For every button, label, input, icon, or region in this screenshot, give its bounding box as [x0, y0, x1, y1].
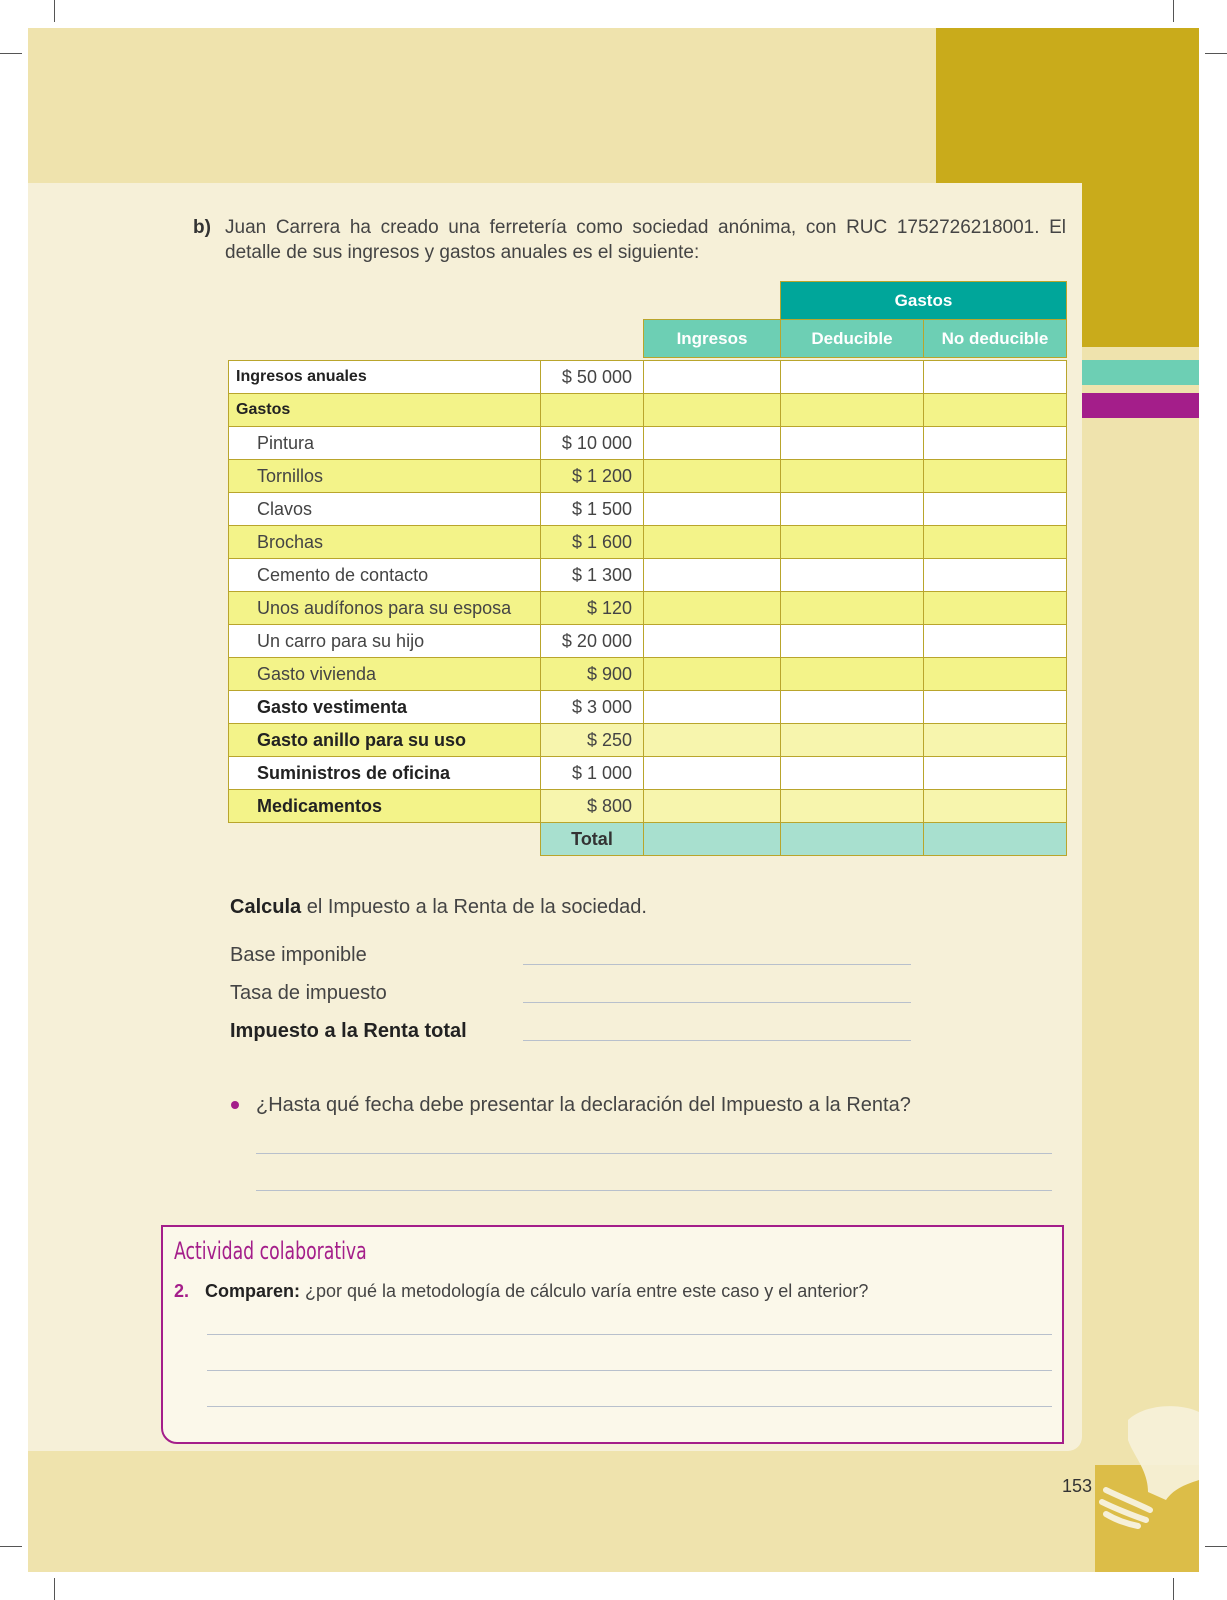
table-row	[229, 493, 1067, 526]
answer-cell-deducible[interactable]	[781, 691, 924, 724]
table-row	[229, 394, 1067, 427]
table-row	[229, 526, 1067, 559]
income-expense-table	[228, 360, 1067, 856]
row-concept: Medicamentos	[229, 790, 541, 823]
answer-cell-deducible[interactable]	[781, 625, 924, 658]
answer-cell-deducible[interactable]	[781, 361, 924, 394]
answer-cell-ingresos[interactable]	[644, 394, 781, 427]
row-amount: $ 1 500	[541, 493, 644, 526]
row-amount: $ 250	[541, 724, 644, 757]
answer-cell-ingresos[interactable]	[644, 724, 781, 757]
table-row	[229, 691, 1067, 724]
answer-cell-deducible[interactable]	[781, 790, 924, 823]
row-concept: Clavos	[229, 493, 541, 526]
row-amount: $ 50 000	[541, 361, 644, 394]
row-amount: $ 3 000	[541, 691, 644, 724]
row-amount: $ 800	[541, 790, 644, 823]
header-deducible: Deducible	[781, 320, 924, 358]
question-number: 2.	[174, 1281, 190, 1301]
answer-cell-deducible[interactable]	[781, 460, 924, 493]
answer-cell-no-deducible[interactable]	[924, 724, 1067, 757]
answer-cell-ingresos[interactable]	[644, 559, 781, 592]
answer-cell-deducible[interactable]	[781, 592, 924, 625]
answer-cell-no-deducible[interactable]	[924, 757, 1067, 790]
page-number: 153	[1062, 1476, 1093, 1496]
base-imponible-answer-line[interactable]	[523, 964, 911, 965]
row-concept: Un carro para su hijo	[229, 625, 541, 658]
crop-mark	[1173, 1578, 1174, 1600]
table-row	[229, 724, 1067, 757]
row-concept: Gasto anillo para su uso	[229, 724, 541, 757]
answer-cell-deducible[interactable]	[781, 658, 924, 691]
answer-cell-no-deducible[interactable]	[924, 493, 1067, 526]
answer-cell-ingresos[interactable]	[644, 361, 781, 394]
lightbulb-icon	[1088, 1400, 1199, 1530]
total-row	[229, 823, 1067, 856]
answer-cell-no-deducible[interactable]	[924, 691, 1067, 724]
row-amount: $ 1 200	[541, 460, 644, 493]
collab-answer-line-3[interactable]	[207, 1406, 1052, 1407]
total-spacer	[229, 823, 541, 856]
total-cell-ingresos[interactable]	[644, 823, 781, 856]
crop-mark	[0, 1546, 22, 1547]
row-concept: Pintura	[229, 427, 541, 460]
crop-mark	[0, 53, 22, 54]
row-amount: $ 20 000	[541, 625, 644, 658]
table-row	[229, 460, 1067, 493]
collaborative-question-text: ¿por qué la metodología de cálculo varía entre este caso y el anterior?	[300, 1281, 869, 1301]
tasa-impuesto-label: Tasa de impuesto	[230, 982, 387, 1004]
table-row	[229, 592, 1067, 625]
tasa-impuesto-answer-line[interactable]	[523, 1002, 911, 1003]
table-row	[229, 757, 1067, 790]
answer-cell-ingresos[interactable]	[644, 790, 781, 823]
table-row	[229, 361, 1067, 394]
calc-instruction	[230, 896, 647, 919]
table-header	[643, 281, 1067, 358]
row-concept: Gasto vestimenta	[229, 691, 541, 724]
impuesto-total-answer-line[interactable]	[523, 1040, 911, 1041]
row-concept: Unos audífonos para su esposa	[229, 592, 541, 625]
answer-cell-deducible[interactable]	[781, 394, 924, 427]
calc-instruction-bold: Calcula	[230, 896, 302, 918]
base-imponible-label: Base imponible	[230, 944, 367, 966]
answer-cell-no-deducible[interactable]	[924, 526, 1067, 559]
answer-cell-ingresos[interactable]	[644, 592, 781, 625]
answer-cell-ingresos[interactable]	[644, 460, 781, 493]
header-no-deducible: No deducible	[924, 320, 1067, 358]
row-concept: Gasto vivienda	[229, 658, 541, 691]
question-answer-line-1[interactable]	[256, 1153, 1052, 1154]
row-concept: Suministros de oficina	[229, 757, 541, 790]
answer-cell-deducible[interactable]	[781, 559, 924, 592]
answer-cell-deducible[interactable]	[781, 427, 924, 460]
table-row	[229, 625, 1067, 658]
question-text: ¿Hasta qué fecha debe presentar la declaración del Impuesto a la Renta?	[256, 1094, 911, 1116]
decorative-magenta-tab	[1081, 393, 1199, 418]
table-row	[229, 658, 1067, 691]
row-amount: $ 120	[541, 592, 644, 625]
table-row	[229, 559, 1067, 592]
answer-cell-deducible[interactable]	[781, 526, 924, 559]
row-amount: $ 1 300	[541, 559, 644, 592]
answer-cell-ingresos[interactable]	[644, 691, 781, 724]
question-answer-line-2[interactable]	[256, 1190, 1052, 1191]
answer-cell-ingresos[interactable]	[644, 526, 781, 559]
answer-cell-ingresos[interactable]	[644, 757, 781, 790]
answer-cell-no-deducible[interactable]	[924, 427, 1067, 460]
collab-answer-line-2[interactable]	[207, 1370, 1052, 1371]
answer-cell-no-deducible[interactable]	[924, 592, 1067, 625]
row-concept: Gastos	[229, 394, 541, 427]
crop-mark	[1205, 53, 1227, 54]
row-amount	[541, 394, 644, 427]
exercise-intro	[193, 215, 1066, 265]
row-concept: Tornillos	[229, 460, 541, 493]
collaborative-question	[205, 1281, 868, 1302]
row-amount: $ 900	[541, 658, 644, 691]
crop-mark	[54, 1578, 55, 1600]
crop-mark	[1173, 0, 1174, 22]
exercise-text: Juan Carrera ha creado una ferretería como sociedad anónima, con RUC 1752726218001. El detalle de sus ingresos y gastos anuales es el siguiente:	[225, 217, 1066, 263]
answer-cell-ingresos[interactable]	[644, 625, 781, 658]
answer-cell-no-deducible[interactable]	[924, 361, 1067, 394]
row-amount: $ 1 000	[541, 757, 644, 790]
header-ingresos: Ingresos	[644, 320, 781, 358]
calc-instruction-text: el Impuesto a la Renta de la sociedad.	[301, 896, 647, 918]
header-gastos: Gastos	[781, 282, 1067, 320]
answer-cell-no-deducible[interactable]	[924, 625, 1067, 658]
total-cell-deducible[interactable]	[781, 823, 924, 856]
answer-cell-no-deducible[interactable]	[924, 394, 1067, 427]
answer-cell-ingresos[interactable]	[644, 493, 781, 526]
collaborative-question-bold: Comparen:	[205, 1281, 301, 1301]
decorative-teal-tab	[1081, 360, 1199, 385]
row-concept: Brochas	[229, 526, 541, 559]
header-spacer	[644, 282, 781, 320]
row-amount: $ 1 600	[541, 526, 644, 559]
total-label: Total	[541, 823, 644, 856]
collab-answer-line-1[interactable]	[207, 1334, 1052, 1335]
answer-cell-no-deducible[interactable]	[924, 790, 1067, 823]
row-amount: $ 10 000	[541, 427, 644, 460]
answer-cell-deducible[interactable]	[781, 724, 924, 757]
answer-cell-ingresos[interactable]	[644, 658, 781, 691]
table-row	[229, 427, 1067, 460]
answer-cell-ingresos[interactable]	[644, 427, 781, 460]
exercise-label: b)	[193, 217, 211, 238]
answer-cell-no-deducible[interactable]	[924, 658, 1067, 691]
answer-cell-deducible[interactable]	[781, 757, 924, 790]
bullet-icon	[231, 1101, 239, 1109]
row-concept: Cemento de contacto	[229, 559, 541, 592]
answer-cell-no-deducible[interactable]	[924, 460, 1067, 493]
row-concept: Ingresos anuales	[229, 361, 541, 394]
impuesto-total-label: Impuesto a la Renta total	[230, 1020, 467, 1042]
crop-mark	[54, 0, 55, 22]
crop-mark	[1205, 1546, 1227, 1547]
table-row	[229, 790, 1067, 823]
answer-cell-no-deducible[interactable]	[924, 559, 1067, 592]
collaborative-activity-title: Actividad colaborativa	[174, 1237, 367, 1265]
answer-cell-deducible[interactable]	[781, 493, 924, 526]
total-cell-no-deducible[interactable]	[924, 823, 1067, 856]
